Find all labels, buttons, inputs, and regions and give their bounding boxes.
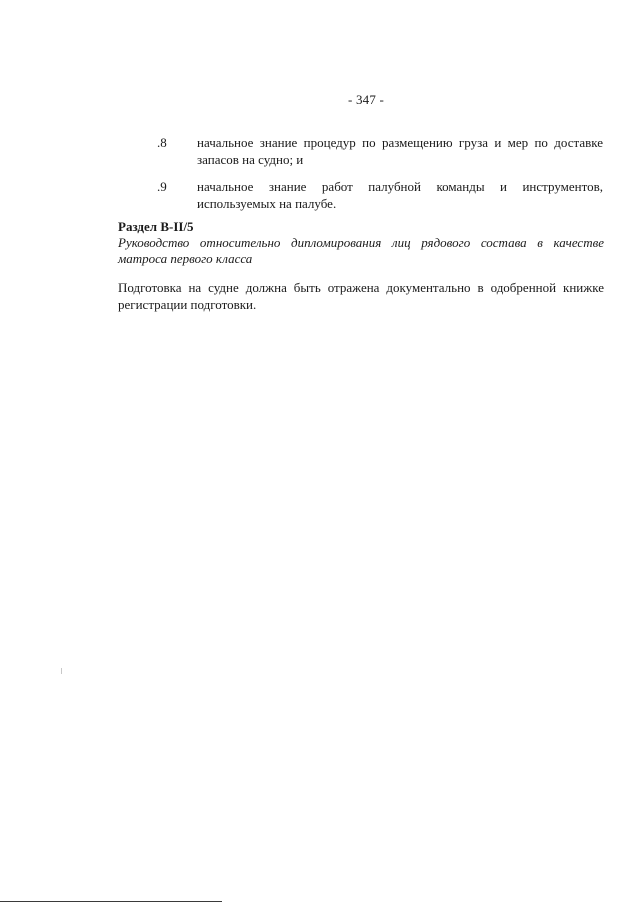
section-subtitle: Руководство относительно дипломирования лиц рядового состава в качестве матроса первого класса [118,235,604,266]
section-title: Раздел В-II/5 [118,219,194,234]
footnote-rule [0,901,222,902]
list-item [157,134,603,168]
scan-artifact [61,668,62,674]
list-item-number: .8 [157,135,167,150]
body-paragraph: Подготовка на судне должна быть отражена документально в одобренной книжке регистрации подготовки. [118,280,604,312]
list-item-number: .9 [157,179,167,194]
section-heading [118,219,604,267]
page-number: - 347 - [347,92,385,107]
list-item [157,178,603,212]
list-item-text: начальное знание процедур по размещению груза и мер по доставке запасов на судно; и [197,135,603,167]
list-item-text: начальное знание работ палубной команды и инструментов, используемых на палубе. [197,179,603,211]
